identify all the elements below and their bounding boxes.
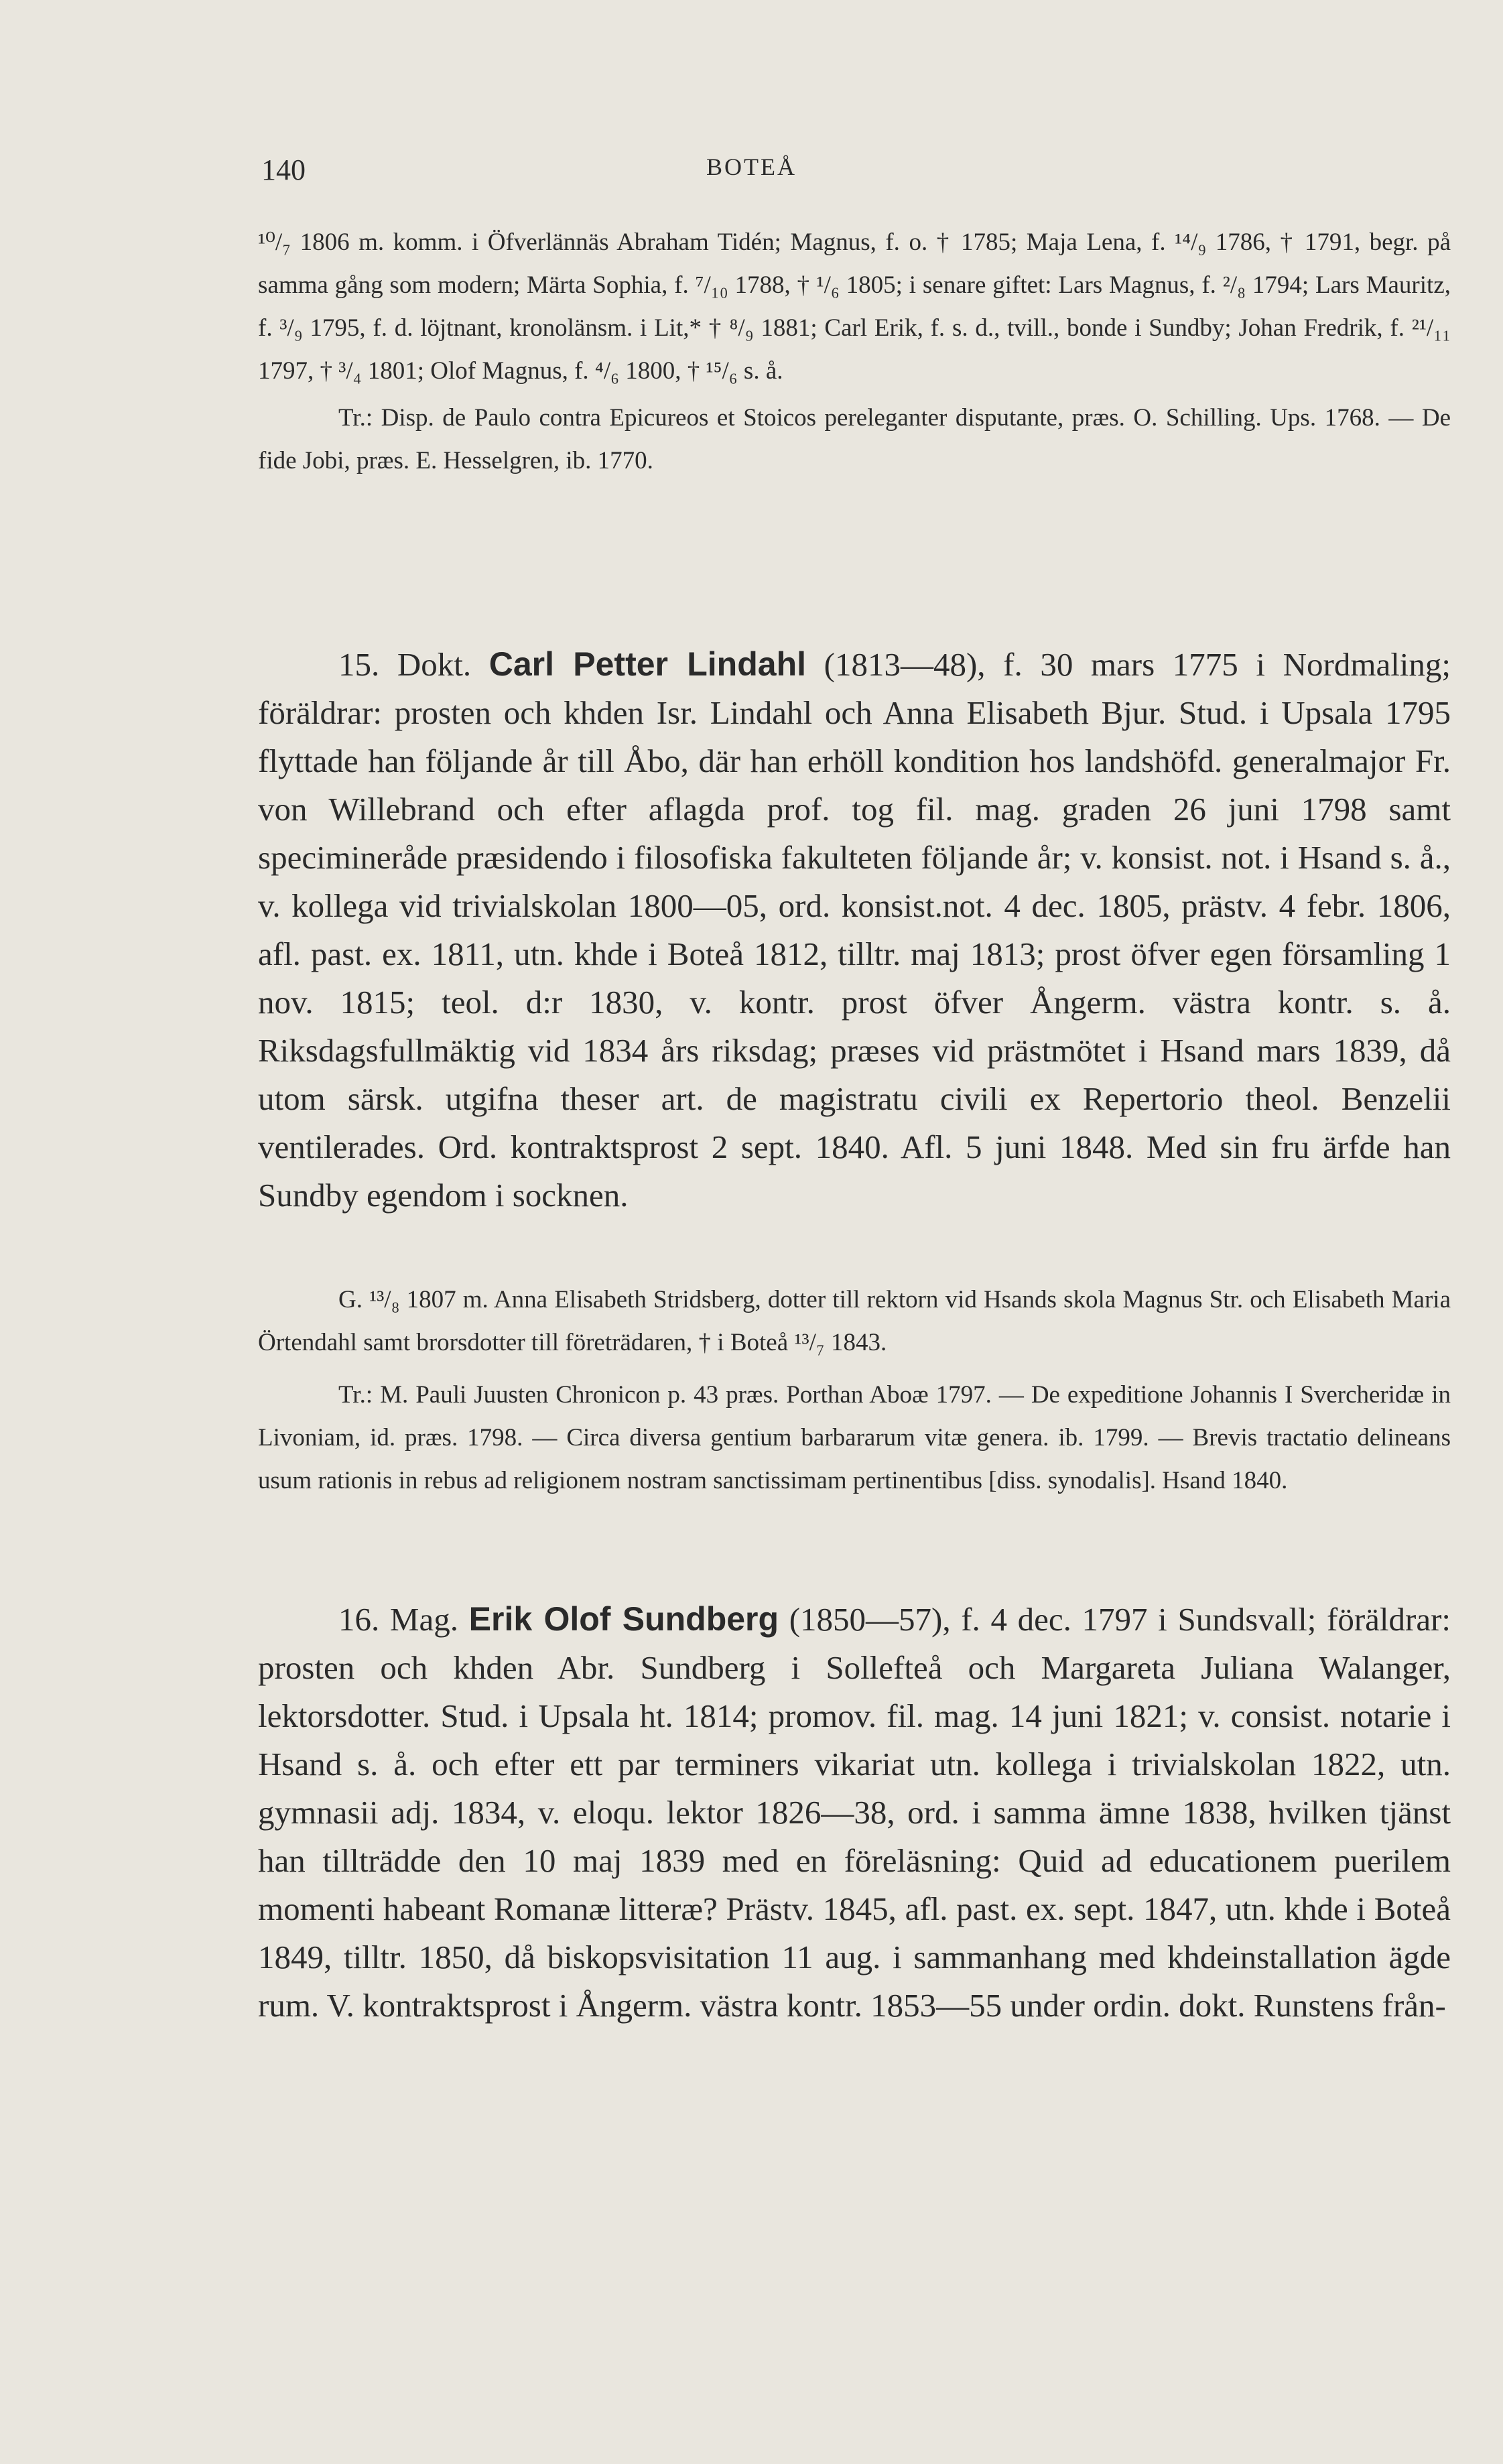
family-paragraph: ¹⁰/₇ 1806 m. komm. i Öfverlännäs Abraham Tidén; Magnus, f. o. † 1785; Maja Lena, f. ¹⁴/₉ 1786, † 1791, begr. på samma gång som modern; Märta Sophia, f. ⁷/₁₀ 1788, † ¹/₆ 1805; i senare giftet: Lars Magnus, f. ²/₈ 1794; Lars Mauritz, f. ³/₉ 1795, f. d. löjtnant, kronolänsm. i Lit,* † ⁸/₉ 1881; Carl Erik, f. s. d., tvill., bonde i Sundby; Johan Fredrik, f. ²¹/₁₁ 1797, † ³/₄ 1801; Olof Magnus, f. ⁴/₆ 1800, † ¹⁵/₆ s. å. xyxy=(258,229,1451,385)
page-header xyxy=(0,153,1503,193)
tr-paragraph: Tr.: Disp. de Paulo contra Epicureos et Stoicos pereleganter disputante, præs. O. Schilling. Ups. 1768. — De fide Jobi, præs. E. Hesselgren, ib. 1770. xyxy=(258,404,1451,474)
entry-15-paragraph xyxy=(258,640,1451,1220)
person-name: Carl Petter Lindahl xyxy=(488,645,807,683)
entry-15-notes xyxy=(258,1279,1451,1502)
entry-16 xyxy=(258,1595,1451,2030)
continuation-block xyxy=(258,221,1451,482)
person-name: Erik Olof Sundberg xyxy=(468,1600,779,1638)
entry-title: Mag. xyxy=(389,1601,458,1638)
entry-number: 16. xyxy=(338,1601,380,1638)
entry-15 xyxy=(258,640,1451,1220)
entry-title: Dokt. xyxy=(397,646,472,683)
marriage-paragraph: G. ¹³/₈ 1807 m. Anna Elisabeth Stridsberg, dotter till rektorn vid Hsands skola Magnus Str. och Elisabeth Maria Örtendahl samt brorsdotter till företrädaren, † i Boteå ¹³/₇ 1843. xyxy=(258,1286,1451,1356)
page-number: 140 xyxy=(261,153,306,186)
entry-16-paragraph xyxy=(258,1595,1451,2030)
tr-paragraph: Tr.: M. Pauli Juusten Chronicon p. 43 præs. Porthan Aboæ 1797. — De expeditione Johannis I Svercheridæ in Livoniam, id. præs. 1798. — Circa diversa gentium barbararum vitæ genera. ib. 1799. — Brevis tractatio delineans usum rationis in rebus ad religionem nostram sanctissimam pertinentibus [diss. synodalis]. Hsand 1840. xyxy=(258,1381,1451,1494)
entry-body: (1850—57), f. 4 dec. 1797 i Sundsvall; föräldrar: prosten och khden Abr. Sundberg i Sollefteå och Margareta Juliana Walanger, lektorsdotter. Stud. i Upsala ht. 1814; promov. fil. mag. 14 juni 1821; v. consist. notarie i Hsand s. å. och efter ett par terminers vikariat utn. kollega i trivialskolan 1822, utn. gymnasii adj. 1834, v. eloqu. lektor 1826—38, ord. i samma ämne 1838, hvilken tjänst han tillträdde den 10 maj 1839 med en föreläsning: Quid ad educationem puerilem momenti habeant Romanæ litteræ? Prästv. 1845, afl. past. ex. sept. 1847, utn. khde i Boteå 1849, tilltr. 1850, då biskopsvisitation 11 aug. i sammanhang med khdeinstallation ägde rum. V. kontraktsprost i Ångerm. västra kontr. 1853—55 under ordin. dokt. Runstens från- xyxy=(258,1601,1451,2024)
running-title: BOTEÅ xyxy=(706,153,797,180)
entry-number: 15. xyxy=(338,646,380,683)
entry-body: (1813—48), f. 30 mars 1775 i Nordmaling; föräldrar: prosten och khden Isr. Lindahl och Anna Elisabeth Bjur. Stud. i Upsala 1795 flyttade han följande år till Åbo, där han erhöll kondition hos landshöfd. generalmajor Fr. von Willebrand och efter aflagda prof. tog fil. mag. graden 26 juni 1798 samt specimineråde præsidendo i filosofiska fakulteten följande år; v. konsist. not. i Hsand s. å., v. kollega vid trivialskolan 1800—05, ord. konsist.not. 4 dec. 1805, prästv. 4 febr. 1806, afl. past. ex. 1811, utn. khde i Boteå 1812, tilltr. maj 1813; prost öfver egen församling 1 nov. 1815; teol. d:r 1830, v. kontr. prost öfver Ångerm. västra kontr. s. å. Riksdagsfullmäktig vid 1834 års riksdag; præses vid prästmötet i Hsand mars 1839, då utom särsk. utgifna theser art. de magistratu civili ex Repertorio theol. Benzelii ventilerades. Ord. kontraktsprost 2 sept. 1840. Afl. 5 juni 1848. Med sin fru ärfde han Sundby egendom i socknen. xyxy=(258,646,1451,1214)
